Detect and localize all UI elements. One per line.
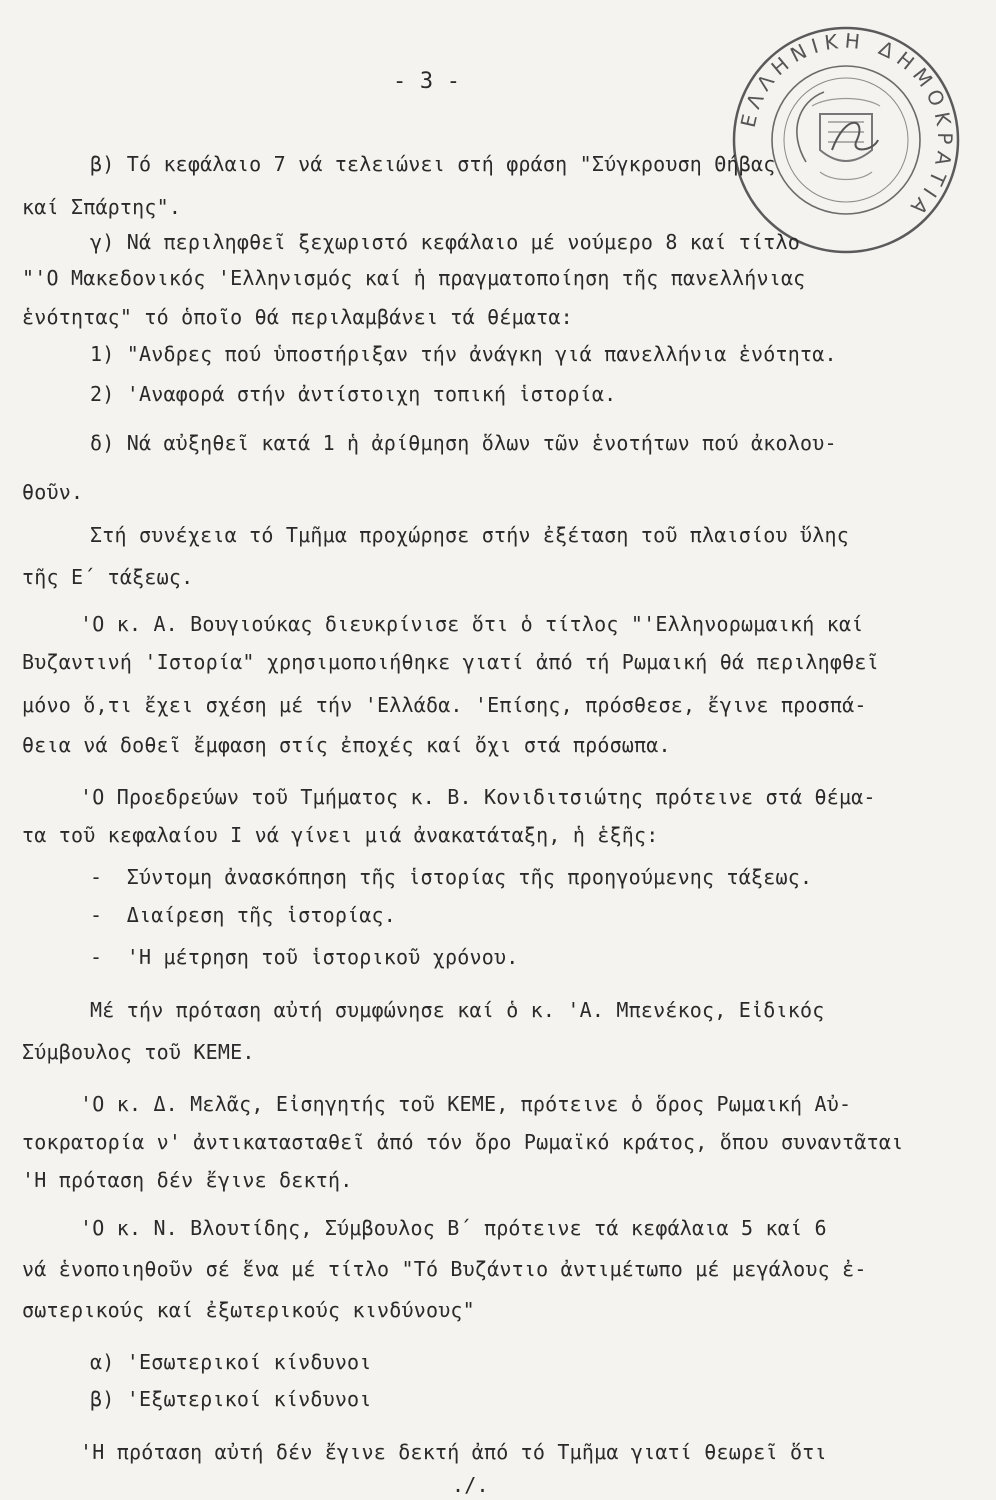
list-item: - Διαίρεση τῆς ἱστορίας. bbox=[90, 903, 397, 927]
text-line: μόνο ὅ,τι ἔχει σχέση μέ τήν 'Ελλάδα. 'Επίσης, πρόσθεσε, ἔγινε προσπά- bbox=[22, 693, 867, 717]
text-line: θεια νά δοθεῖ ἔμφαση στίς ἐποχές καί ὄχι στά πρόσωπα. bbox=[22, 733, 671, 757]
continuation-mark: ./. bbox=[452, 1473, 489, 1497]
text-line: Σύμβουλος τοῦ ΚΕΜΕ. bbox=[22, 1040, 255, 1064]
text-line: 'Ο κ. Α. Βουγιούκας διευκρίνισε ὅτι ὁ τίτλος "'Ελληνορωμαική καί bbox=[80, 612, 864, 636]
page-number: - 3 - bbox=[393, 69, 461, 94]
text-line: 'Ο κ. Ν. Βλουτίδης, Σύμβουλος Β΄ πρότεινε τά κεφάλαια 5 καί 6 bbox=[80, 1216, 827, 1240]
text-line: 'Η πρόταση δέν ἔγινε δεκτή. bbox=[22, 1168, 353, 1192]
list-item: β) 'Εξωτερικοί κίνδυνοι bbox=[90, 1387, 372, 1411]
text-line: σωτερικούς καί ἐξωτερικούς κινδύνους" bbox=[22, 1298, 475, 1322]
seal-outer-text: ΕΛΛΗΝΙΚΗ ΔΗΜΟΚΡΑΤΙΑ bbox=[735, 28, 958, 224]
text-line: θοῦν. bbox=[22, 480, 84, 504]
text-line: γ) Νά περιληφθεῖ ξεχωριστό κεφάλαιο μέ νούμερο 8 καί τίτλο bbox=[90, 230, 800, 254]
text-line: ἑνότητας" τό ὁποῖο θά περιλαμβάνει τά θέματα: bbox=[22, 305, 573, 329]
text-line: β) Τό κεφάλαιο 7 νά τελειώνει στή φράση "Σύγκρουση Θήβας bbox=[90, 152, 776, 176]
text-line: 'Ο Προεδρεύων τοῦ Τμήματος κ. Β. Κονιδιτσιώτης πρότεινε στά θέμα- bbox=[80, 785, 876, 809]
list-item: - 'Η μέτρηση τοῦ ἱστορικοῦ χρόνου. bbox=[90, 945, 519, 969]
text-line: τοκρατορία ν' ἀντικατασταθεῖ ἀπό τόν ὅρο Ρωμαϊκό κράτος, ὅπου συναντᾶται bbox=[22, 1130, 904, 1154]
text-line: τῆς Ε΄ τάξεως. bbox=[22, 565, 194, 589]
list-item: 1) "Ανδρες πού ὑποστήριξαν τήν ἀνάγκη γιά πανελλήνια ἑνότητα. bbox=[90, 342, 837, 366]
text-line: 'Η πρόταση αὐτή δέν ἔγινε δεκτή ἀπό τό Τμῆμα γιατί θεωρεῖ ὅτι bbox=[80, 1440, 827, 1464]
text-line: τα τοῦ κεφαλαίου Ι νά γίνει μιά ἀνακατάταξη, ἡ ἑξῆς: bbox=[22, 823, 659, 847]
text-line: 'Ο κ. Δ. Μελᾶς, Εἰσηγητής τοῦ ΚΕΜΕ, πρότεινε ὁ ὅρος Ρωμαική Αὐ- bbox=[80, 1092, 852, 1116]
text-line: νά ἑνοποιηθοῦν σέ ἕνα μέ τίτλο "Τό Βυζάντιο ἀντιμέτωπο μέ μεγάλους ἐ- bbox=[22, 1257, 867, 1281]
text-line: Μέ τήν πρόταση αὐτή συμφώνησε καί ὁ κ. 'Α. Μπενέκος, Εἰδικός bbox=[90, 998, 825, 1022]
official-seal-icon bbox=[728, 22, 964, 258]
text-line: "'Ο Μακεδονικός 'Ελληνισμός καί ἡ πραγματοποίηση τῆς πανελλήνιας bbox=[22, 266, 806, 290]
text-line: Στή συνέχεια τό Τμῆμα προχώρησε στήν ἐξέταση τοῦ πλαισίου ὕλης bbox=[90, 523, 849, 547]
text-line: Βυζαντινή 'Ιστορία" χρησιμοποιήθηκε γιατί ἀπό τή Ρωμαική θά περιληφθεῖ bbox=[22, 650, 879, 674]
text-line: καί Σπάρτης". bbox=[22, 195, 182, 219]
list-item: 2) 'Αναφορά στήν ἀντίστοιχη τοπική ἱστορία. bbox=[90, 382, 617, 406]
list-item: - Σύντομη ἀνασκόπηση τῆς ἱστορίας τῆς προηγούμενης τάξεως. bbox=[90, 865, 813, 889]
text-line: δ) Νά αὐξηθεῖ κατά 1 ἡ ἀρίθμηση ὅλων τῶν ἑνοτήτων πού ἀκολου- bbox=[90, 431, 837, 455]
list-item: α) 'Εσωτερικοί κίνδυνοι bbox=[90, 1350, 372, 1374]
